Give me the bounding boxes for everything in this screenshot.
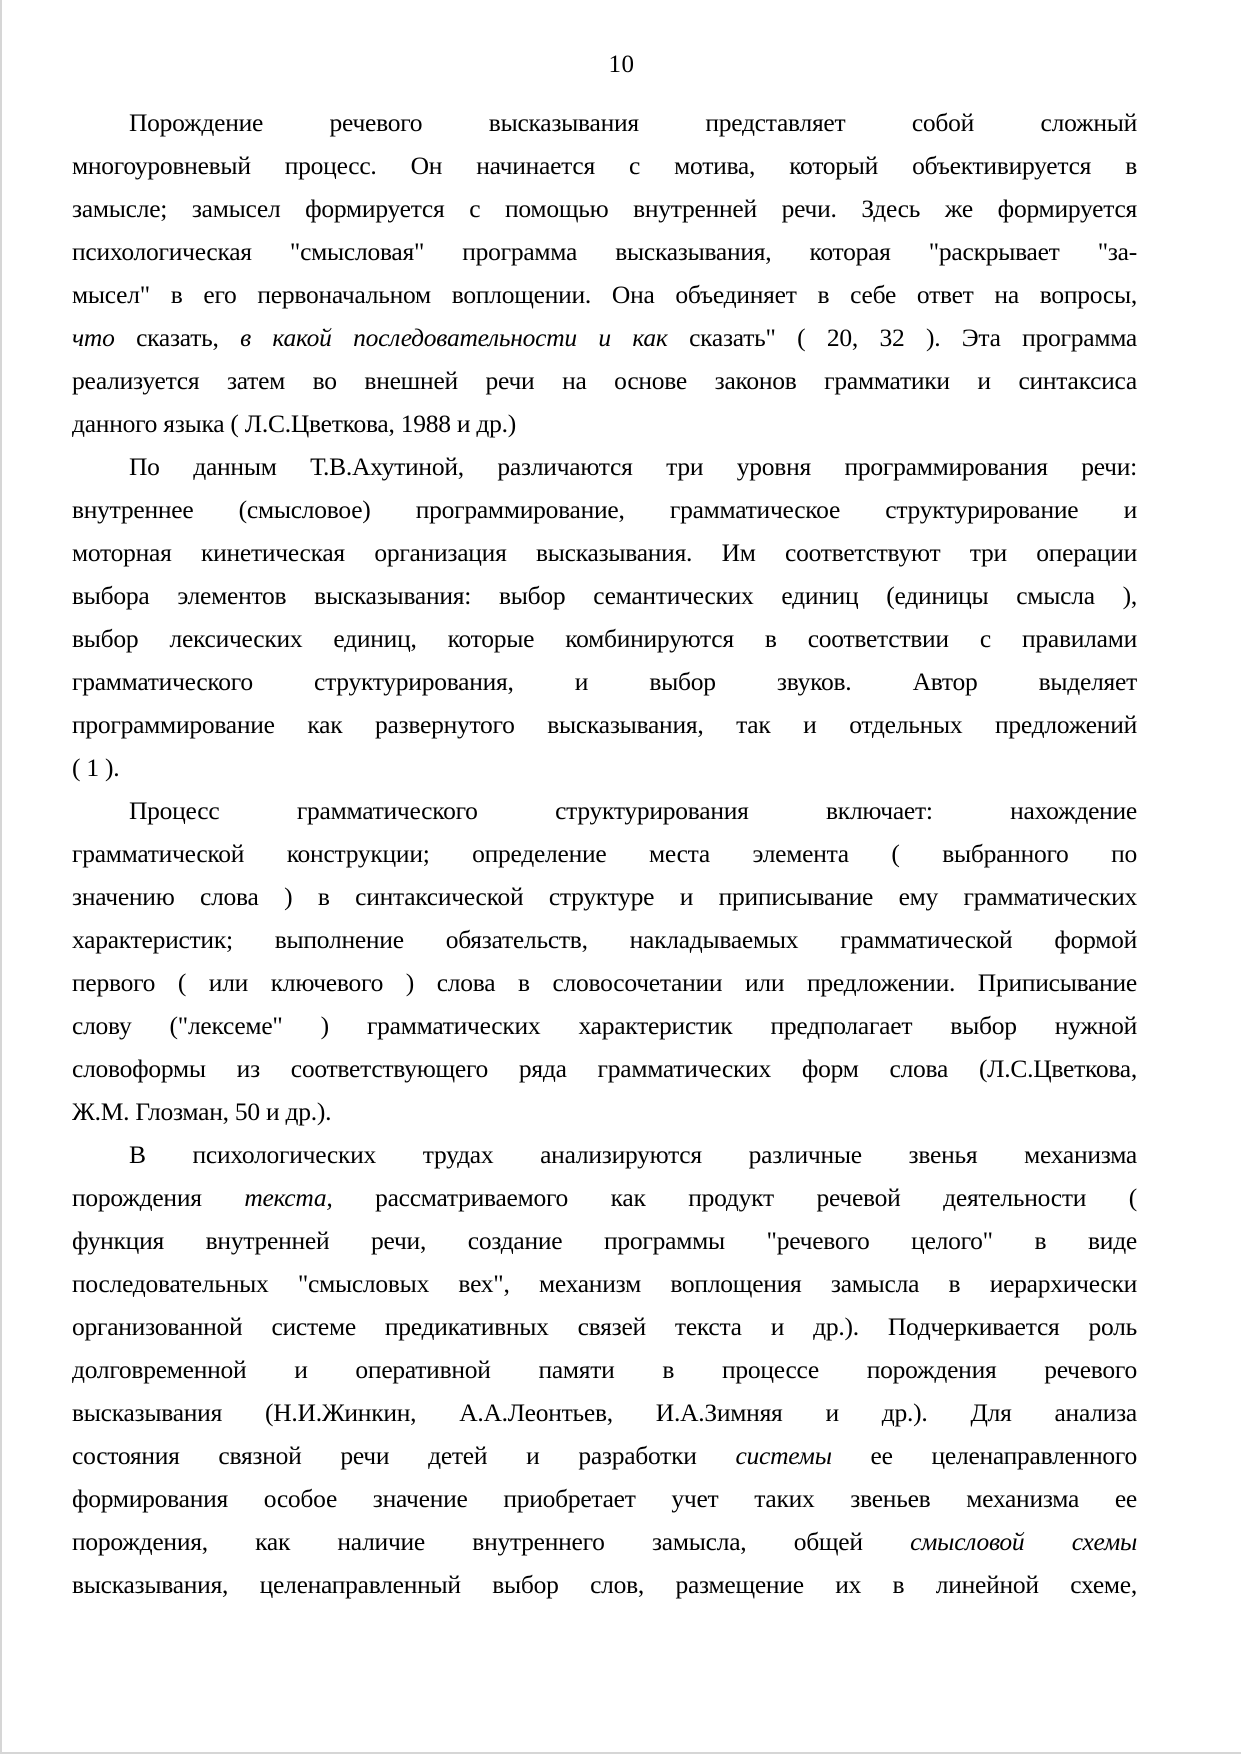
text-line bbox=[72, 1047, 1137, 1090]
text-segment: последовательных "смысловых вех", механизм воплощения замысла в иерархически bbox=[72, 1269, 1137, 1298]
text-segment: высказывания, целенаправленный выбор слов, размещение их в линейной схеме, bbox=[72, 1570, 1137, 1599]
italic-text-segment: в какой последовательности и как bbox=[240, 323, 668, 352]
text-line bbox=[72, 1090, 1137, 1133]
text-line bbox=[72, 832, 1137, 875]
text-line bbox=[72, 1477, 1137, 1520]
italic-text-segment: что bbox=[72, 323, 115, 352]
text-line bbox=[72, 1305, 1137, 1348]
page-number: 10 bbox=[608, 51, 635, 78]
text-segment: Порождение речевого высказывания представляет собой сложный bbox=[129, 108, 1137, 137]
text-line bbox=[72, 918, 1137, 961]
text-segment: сказать, bbox=[114, 323, 241, 352]
text-segment: высказывания (Н.И.Жинкин, А.А.Леонтьев, И.А.Зимняя и др.). Для анализа bbox=[72, 1398, 1137, 1427]
text-line bbox=[72, 789, 1137, 832]
text-segment: замысле; замысел формируется с помощью внутренней речи. Здесь же формируется bbox=[72, 194, 1137, 223]
text-line bbox=[72, 1563, 1137, 1606]
text-segment: порождения, как наличие внутреннего замысла, общей bbox=[72, 1527, 911, 1556]
text-segment: программирование как развернутого высказывания, так и отдельных предложений bbox=[72, 710, 1137, 739]
text-segment: Процесс грамматического структурирования включает: нахождение bbox=[129, 796, 1137, 825]
text-line bbox=[72, 703, 1137, 746]
text-line bbox=[72, 1262, 1137, 1305]
text-line bbox=[72, 1348, 1137, 1391]
text-segment: моторная кинетическая организация высказывания. Им соответствуют три операции bbox=[72, 538, 1137, 567]
text-segment: формирования особое значение приобретает учет таких звеньев механизма ее bbox=[72, 1484, 1137, 1513]
text-line bbox=[72, 316, 1137, 359]
text-line bbox=[72, 1520, 1137, 1563]
text-segment: организованной системе предикативных связей текста и др.). Подчеркивается роль bbox=[72, 1312, 1137, 1341]
text-segment: значению слова ) в синтаксической структуре и приписывание ему грамматических bbox=[72, 882, 1137, 911]
text-line bbox=[72, 746, 1137, 789]
text-line bbox=[72, 101, 1137, 144]
text-line bbox=[72, 230, 1137, 273]
text-line bbox=[72, 1133, 1137, 1176]
text-segment: сказать" ( 20, 32 ). Эта программа bbox=[667, 323, 1137, 352]
text-line bbox=[72, 1176, 1137, 1219]
text-segment: первого ( или ключевого ) слова в словосочетании или предложении. Приписывание bbox=[72, 968, 1137, 997]
text-segment: ( 1 ). bbox=[72, 753, 120, 782]
text-segment: функция внутренней речи, создание программы "речевого целого" в виде bbox=[72, 1226, 1137, 1255]
text-line bbox=[72, 574, 1137, 617]
text-segment: Ж.М. Глозман, 50 и др.). bbox=[72, 1097, 332, 1126]
text-segment: внутреннее (смысловое) программирование, грамматическое структурирование и bbox=[72, 495, 1137, 524]
text-segment: психологическая "смысловая" программа высказывания, которая "раскрывает "за- bbox=[72, 237, 1137, 266]
text-segment: реализуется затем во внешней речи на основе законов грамматики и синтаксиса bbox=[72, 366, 1137, 395]
text-line bbox=[72, 187, 1137, 230]
paragraph bbox=[72, 1133, 1137, 1606]
text-line bbox=[72, 488, 1137, 531]
text-line bbox=[72, 445, 1137, 488]
paragraph bbox=[72, 101, 1137, 445]
italic-text-segment: текста, bbox=[244, 1183, 333, 1212]
text-line bbox=[72, 402, 1137, 445]
italic-text-segment: системы bbox=[735, 1441, 832, 1470]
document-body bbox=[72, 101, 1137, 1606]
text-line bbox=[72, 359, 1137, 402]
text-segment: состояния связной речи детей и разработки bbox=[72, 1441, 736, 1470]
text-segment: словоформы из соответствующего ряда грамматических форм слова (Л.С.Цветкова, bbox=[72, 1054, 1137, 1083]
paragraph bbox=[72, 445, 1137, 789]
text-segment: слову ("лексеме" ) грамматических характеристик предполагает выбор нужной bbox=[72, 1011, 1137, 1040]
text-segment: характеристик; выполнение обязательств, накладываемых грамматической формой bbox=[72, 925, 1137, 954]
text-segment: данного языка ( Л.С.Цветкова, 1988 и др.) bbox=[72, 409, 516, 438]
text-line bbox=[72, 660, 1137, 703]
text-segment: По данным Т.В.Ахутиной, различаются три уровня программирования речи: bbox=[129, 452, 1137, 481]
text-segment: выбор лексических единиц, которые комбинируются в соответствии с правилами bbox=[72, 624, 1137, 653]
text-line bbox=[72, 1219, 1137, 1262]
text-line bbox=[72, 875, 1137, 918]
text-line bbox=[72, 144, 1137, 187]
text-segment: долговременной и оперативной памяти в процессе порождения речевого bbox=[72, 1355, 1137, 1384]
text-segment: порождения bbox=[72, 1183, 245, 1212]
text-segment: выбора элементов высказывания: выбор семантических единиц (единицы смысла ), bbox=[72, 581, 1137, 610]
text-line bbox=[72, 1391, 1137, 1434]
text-segment: мысел" в его первоначальном воплощении. Она объединяет в себе ответ на вопросы, bbox=[72, 280, 1137, 309]
text-line bbox=[72, 617, 1137, 660]
text-line bbox=[72, 1434, 1137, 1477]
text-line bbox=[72, 273, 1137, 316]
text-segment: многоуровневый процесс. Он начинается с мотива, который объективируется в bbox=[72, 151, 1137, 180]
text-segment: ее целенаправленного bbox=[831, 1441, 1137, 1470]
italic-text-segment: смысловой схемы bbox=[910, 1527, 1138, 1556]
text-segment: рассматриваемого как продукт речевой деятельности ( bbox=[332, 1183, 1138, 1212]
text-segment: грамматической конструкции; определение места элемента ( выбранного по bbox=[72, 839, 1137, 868]
paragraph bbox=[72, 789, 1137, 1133]
text-line bbox=[72, 531, 1137, 574]
text-segment: В психологических трудах анализируются различные звенья механизма bbox=[129, 1140, 1137, 1169]
text-line bbox=[72, 1004, 1137, 1047]
text-segment: грамматического структурирования, и выбор звуков. Автор выделяет bbox=[72, 667, 1137, 696]
text-line bbox=[72, 961, 1137, 1004]
